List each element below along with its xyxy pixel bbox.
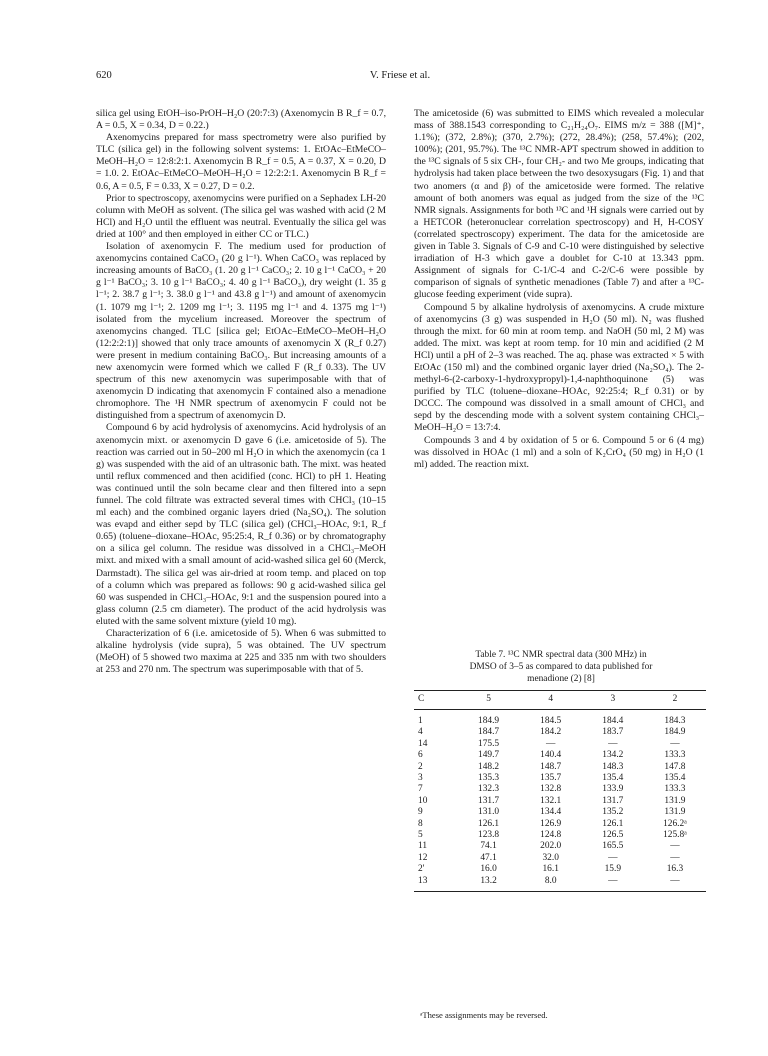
- shift-value-cell: 135.2: [602, 807, 624, 818]
- shift-value-cell: 175.5: [478, 738, 500, 749]
- shift-value-cell: 133.3: [664, 750, 686, 761]
- shift-value-cell: 183.7: [602, 727, 624, 738]
- carbon-label-cell: 3: [418, 773, 423, 784]
- carbon-label-cell: 6: [418, 750, 423, 761]
- table-row: [414, 864, 706, 875]
- shift-value-cell: —: [644, 876, 706, 892]
- carbon-label-cell: 1: [418, 716, 423, 726]
- shift-value-cell: 126.5: [602, 830, 624, 841]
- shift-value-cell: 131.7: [602, 795, 624, 806]
- shift-value-cell: 132.8: [540, 784, 562, 795]
- carbon-label-cell: 8: [418, 818, 423, 829]
- carbon-label-cell: 11: [418, 841, 428, 852]
- carbon-label-cell: 5: [418, 830, 423, 841]
- paragraph: The amicetoside (6) was submitted to EIMS which revealed a molecular mass of 388.1543 corresponding to C₂₁H₂₄O₇. EIMS m/z = 388 ([M]⁺, 1.1%); (372, 2.8%); (370, 2.7%); (272, 28.4%); (258, 57.4%); (202, 100%); (201, 95.7%). The ¹³C NMR-APT spectrum showed in addition to the ¹³C signals of 5 six CH-, four CH₂- and two Me groups, indicating that hydrolysis had taken place between the two desoxysugars (Fig. 1) and that two anomers (α and β) of the amicetoside were formed. The relative amount of both anomers was equal as judged from the size of the ¹³C NMR signals. Assignments for both ¹³C and ¹H signals were carried out by a HETCOR (heteronuclear correlation spectroscopy) and H, H-COSY (correlated spectroscopy) experiment. The data for the amicetoside are given in Table 3. Signals of C-9 and C-10 were distinguished by selective irradiation of H-3 which gave a doublet for C-10 at 13.343 ppm. Assignment of signals for C-1/C-4 and C-2/C-6 were possible by comparison of signals of synthetic menadiones (Table 7) and after a ¹³C-glucose feeding experiment (vide supra).: [414, 108, 704, 301]
- shift-value-cell: 184.5: [540, 716, 562, 726]
- shift-value-cell: 135.3: [478, 773, 500, 784]
- table-row: [414, 841, 706, 852]
- carbon-label-cell: 9: [418, 807, 423, 818]
- carbon-label-cell: 4: [418, 727, 423, 738]
- table-row: [414, 784, 706, 795]
- shift-value-cell: —: [545, 738, 556, 749]
- column-header: C: [414, 691, 457, 710]
- table-header-row: [414, 691, 706, 710]
- right-column: [414, 108, 704, 471]
- shift-value-cell: 8.0: [520, 876, 582, 892]
- paragraph: Isolation of axenomycin F. The medium used for production of axenomycins contained CaCO₃ (20 g l⁻¹). When CaCO₃ was replaced by increasing amounts of BaCO₃ (1. 20 g l⁻¹ CaCO₃; 2. 10 g l⁻¹ CaCO₃ + 20 g l⁻¹ BaCO₃; 3. 10 g l⁻¹ BaCO₃; 4. 40 g l⁻¹ BaCO₃), dry weight (1. 35 g l⁻¹; 2. 38.7 g l⁻¹; 3. 38.0 g l⁻¹ and 43.8 g l⁻¹) and amount of axenomycin (1. 1079 mg l⁻¹; 2. 1209 mg l⁻¹; 3. 1195 mg l⁻¹ and 4. 1375 mg l⁻¹) isolated from the mycelium increased. Moreover the spectrum of axenomycins changed. TLC [silica gel; EtOAc–EtMeCO–MeOH–H₂O (12:2:2:1)] showed that only trace amounts of axenomycin X (R_f 0.27) were present in medium containing BaCO₃. But increasing amounts of a new axenomycin were formed which we called F (R_f 0.33). The UV spectrum of this new axenomycin was superimposable with that of axenomycin D indicating that axenomycin F contained also a menadione chromophore. The ¹H NMR spectrum of axenomycin F could not be distinguished from a spectrum of axenomycin D.: [96, 241, 386, 422]
- shift-value-cell: 16.1: [542, 864, 559, 875]
- table-row: [414, 739, 706, 750]
- shift-value-cell: 74.1: [480, 841, 497, 852]
- carbon-label-cell: 10: [418, 795, 428, 806]
- table-row: [414, 819, 706, 830]
- carbon-label-cell: 13: [414, 876, 457, 892]
- shift-value-cell: 126.9: [540, 818, 562, 829]
- shift-value-cell: 135.7: [540, 773, 562, 784]
- shift-value-cell: 140.4: [540, 750, 562, 761]
- shift-value-cell: 135.4: [602, 773, 624, 784]
- shift-value-cell: 47.1: [480, 852, 497, 863]
- carbon-label-cell: 2: [418, 761, 423, 772]
- shift-value-cell: —: [608, 852, 618, 863]
- paragraph: Characterization of 6 (i.e. amicetoside of 5). When 6 was submitted to alkaline hydrolysis (vide supra), 5 was obtained. The UV spectrum (MeOH) of 5 showed two maxima at 225 and 335 nm with two shoulders at 253 and 270 nm. The spectrum was superimposable with that of 5.: [96, 628, 386, 676]
- shift-value-cell: 131.7: [478, 795, 500, 806]
- table-caption-line: Table 7. ¹³C NMR spectral data (300 MHz) in: [475, 650, 647, 660]
- shift-value-cell: —: [670, 852, 680, 863]
- paragraph: silica gel using EtOH–iso-PrOH–H₂O (20:7:3) (Axenomycin B R_f = 0.7, A = 0.5, X = 0.34, D = 0.22.): [96, 108, 386, 132]
- carbon-label-cell: 2': [418, 864, 425, 875]
- shift-value-cell: 147.8: [664, 761, 686, 772]
- table-row: [414, 853, 706, 864]
- shift-value-cell: 148.2: [478, 761, 500, 772]
- paragraph: Axenomycins prepared for mass spectrometry were also purified by TLC (silica gel) in the following solvent systems: 1. EtOAc–EtMeCO–MeOH–H₂O = 12:8:2:1. Axenomycin B R_f = 0.5, A = 0.37, X = 0.20, D = 1.0. 2. EtOAc–EtMeCO–MeOH–H₂O = 12:2:2:1. Axenomycin B R_f = 0.6, A = 0.5, F = 0.33, X = 0.27, D = 0.2.: [96, 132, 386, 192]
- shift-value-cell: 184.3: [664, 716, 686, 726]
- shift-value-cell: —: [670, 738, 680, 749]
- shift-value-cell: 131.9: [664, 807, 686, 818]
- table-row: [414, 773, 706, 784]
- shift-value-cell: 202.0: [540, 841, 562, 852]
- shift-value-cell: 126.2ᵃ: [663, 818, 687, 829]
- carbon-label-cell: 7: [418, 784, 423, 795]
- table-row: [414, 750, 706, 761]
- table-row: [414, 830, 706, 841]
- shift-value-cell: 16.0: [480, 864, 497, 875]
- shift-value-cell: 132.1: [540, 795, 562, 806]
- carbon-label-cell: 12: [418, 852, 428, 863]
- table-caption-line: menadione (2) [8]: [527, 673, 595, 684]
- shift-value-cell: 126.1: [602, 818, 624, 829]
- paragraph: Prior to spectroscopy, axenomycins were purified on a Sephadex LH-20 column with MeOH as solvent. (The silica gel was washed with acid (2 M HCl) and H₂O until the effluent was neutral. Eventually the silica gel was dried at 100° and then employed in either CC or TLC.): [96, 192, 386, 240]
- shift-value-cell: 184.9: [664, 727, 686, 738]
- shift-value-cell: —: [582, 876, 644, 892]
- table-caption-line: DMSO of 3–5 as compared to data published for: [469, 661, 653, 672]
- shift-value-cell: —: [608, 738, 618, 749]
- shift-value-cell: 126.1: [478, 818, 500, 829]
- shift-value-cell: 134.2: [602, 750, 624, 761]
- table-row: [414, 807, 706, 818]
- shift-value-cell: 184.4: [602, 716, 624, 726]
- paragraph: Compound 6 by acid hydrolysis of axenomycins. Acid hydrolysis of an axenomycin mixt. or axenomycin D gave 6 (i.e. amicetoside of 5). The reaction was carried out in 50–200 ml H₂O in which the axenomycin (ca 1 g) was suspended with the aid of an ultrasonic bath. The mixt. was heated until reflux commenced and then acidified (conc. HCl) to pH 1. Heating was continued until the soln became clear and then filtered into a sepn funnel. The cold filtrate was extracted several times with CHCl₃ (10–15 ml each) and the combined organic layers dried (Na₂SO₄). The solution was evapd and either sepd by TLC (silica gel) (CHCl₃–HOAc, 9:1, R_f 0.65) (toluene–dioxane–HOAc, 95:25:4, R_f 0.36) or by chromatography on a silica gel column. The residue was dissolved in a CHCl₃–MeOH mixt. and mixed with a small amount of acid-washed silica gel 60 (Merck, Darmstadt). The silica gel was air-dried at room temp. and placed on top of a column which was prepared as follows: 90 g acid-washed silica gel 60 was suspended in CHCl₃–HOAc, 9:1 and the suspension poured into a glass column (2.5 cm diameter). The product of the acid hydrolysis was eluted with the same solvent mixture (yield 10 mg).: [96, 422, 386, 627]
- shift-value-cell: 15.9: [604, 864, 621, 875]
- shift-value-cell: 148.7: [540, 761, 562, 772]
- shift-value-cell: 184.9: [478, 716, 500, 726]
- left-column: [96, 108, 386, 676]
- paragraph: Compounds 3 and 4 by oxidation of 5 or 6. Compound 5 or 6 (4 mg) was dissolved in HOAc (1 ml) and a soln of K₂CrO₄ (50 mg) in H₂O (1 ml) added. The reaction mixt.: [414, 434, 704, 470]
- shift-value-cell: 134.4: [540, 807, 562, 818]
- nmr-table: [414, 690, 706, 892]
- shift-value-cell: 125.8ᵃ: [663, 830, 687, 841]
- shift-value-cell: 148.3: [602, 761, 624, 772]
- column-header: 4: [520, 691, 582, 710]
- paragraph: Compound 5 by alkaline hydrolysis of axenomycins. A crude mixture of axenomycins (3 g) was suspended in H₂O (50 ml). N₂ was flushed through the mixt. for 60 min at room temp. and NaOH (50 ml, 2 M) was added. The mixt. was kept at room temp. for 10 min and acidified (2 M HCl) until a pH of 2–3 was reached. The aq. phase was extracted × 5 with EtOAc (150 ml) and the combined organic layer dried (Na₂SO₄). The 2-methyl-6-(2-carboxy-1-hydroxypropyl)-1,4-naphthoquinone (5) was purified by TLC (toluene–dioxane–HOAc, 92:25:4; R_f 0.31) or by DCCC. The compound was dissolved in a small amount of CHCl₃ and sepd by the descending mode with a solvent system containing CHCl₃–MeOH–H₂O = 13:7:4.: [414, 301, 704, 434]
- shift-value-cell: 131.0: [478, 807, 500, 818]
- column-header: 5: [457, 691, 519, 710]
- shift-value-cell: —: [670, 841, 680, 852]
- shift-value-cell: 135.4: [664, 773, 686, 784]
- shift-value-cell: 123.8: [478, 830, 500, 841]
- table-row: [414, 727, 706, 738]
- shift-value-cell: 131.9: [664, 795, 686, 806]
- shift-value-cell: 124.8: [540, 830, 562, 841]
- shift-value-cell: 184.7: [478, 727, 500, 738]
- shift-value-cell: 32.0: [542, 852, 559, 863]
- table-row: [414, 762, 706, 773]
- running-head: V. Friese et al.: [369, 70, 431, 81]
- table-row: [414, 876, 706, 892]
- shift-value-cell: 13.2: [457, 876, 519, 892]
- shift-value-cell: 133.9: [602, 784, 624, 795]
- shift-value-cell: 132.3: [478, 784, 500, 795]
- shift-value-cell: 184.2: [540, 727, 562, 738]
- shift-value-cell: 16.3: [666, 864, 684, 875]
- page-number: 620: [96, 70, 112, 81]
- table-caption: [428, 650, 694, 685]
- table-row: [414, 710, 706, 728]
- shift-value-cell: 165.5: [602, 841, 624, 852]
- carbon-label-cell: 14: [418, 738, 428, 749]
- shift-value-cell: 149.7: [478, 750, 500, 761]
- shift-value-cell: 133.3: [664, 784, 686, 795]
- table-row: [414, 796, 706, 807]
- table-footnote: ᵃThese assignments may be reversed.: [420, 1010, 548, 1020]
- page-header: [96, 70, 704, 86]
- column-header: 3: [582, 691, 644, 710]
- column-header: 2: [644, 691, 706, 710]
